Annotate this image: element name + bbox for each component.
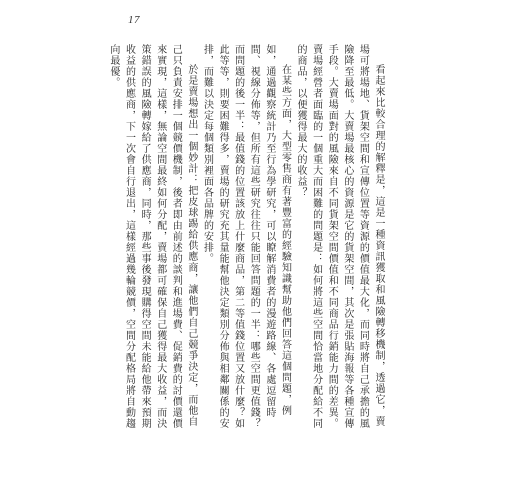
vertical-text-body xyxy=(107,44,386,436)
paragraph-3: 於是賣場想出一個妙計：把皮球踢給供應商，讓他們自己競爭決定，而他自己只負責安排一個競價機制，後者即由前述的談判和進場費、促銷費的討價還價來實現，這樣，無論空間最終如何分配，賣場都可確保自己獲得最大收益，而決策錯誤的風險轉嫁給了供應商，同時，那些事後發現購得空間未能給他帶來預期收益的供應商，下一次會自行退出，這樣經過幾輪競價，空間分配格局將自動趨向最優。 xyxy=(107,44,197,429)
paragraph-2: 在某些方面，大型零售商有著豐富的經驗知識幫助他們回答這個問題，例如，通過觀察統計乃至行為學研究，可以瞭解消費者的漫遊路線、各處逗留時間、視線分佈等，但所有這些研究往往只能回答問題的一半：哪些空間更值錢？而問題的後一半：最值錢的位置該放上什麼商品，第二等值錢位置又放什麼？如此等等，則要困難得多，賣場的研究充其量能幫他決定類別分佈與相鄰關係的安排，而難以決定每個類別裡面各品牌的安排。 xyxy=(201,44,291,429)
paragraph-1: 看起來比較合理的解釋是，這是一種資訊獲取和風險轉移機制，透過它，賣場可將場地、貨架空間和宣傳位置等資源的價值最大化，而同時將自己承擔的風險降至最低。大賣場最核心的資源是它的貨架空間，其次是張貼海報等各種宣傳手段。大賣場面對的風險來自不同貨架空間價值和不同商品行銷能力間的差異。賣場經營者面臨的一個重大而困難的問題是：如何將這些空間恰當地分配給不同的商品，以便獲得最大的收益？ xyxy=(295,44,384,429)
page-number: 17 xyxy=(128,14,140,26)
